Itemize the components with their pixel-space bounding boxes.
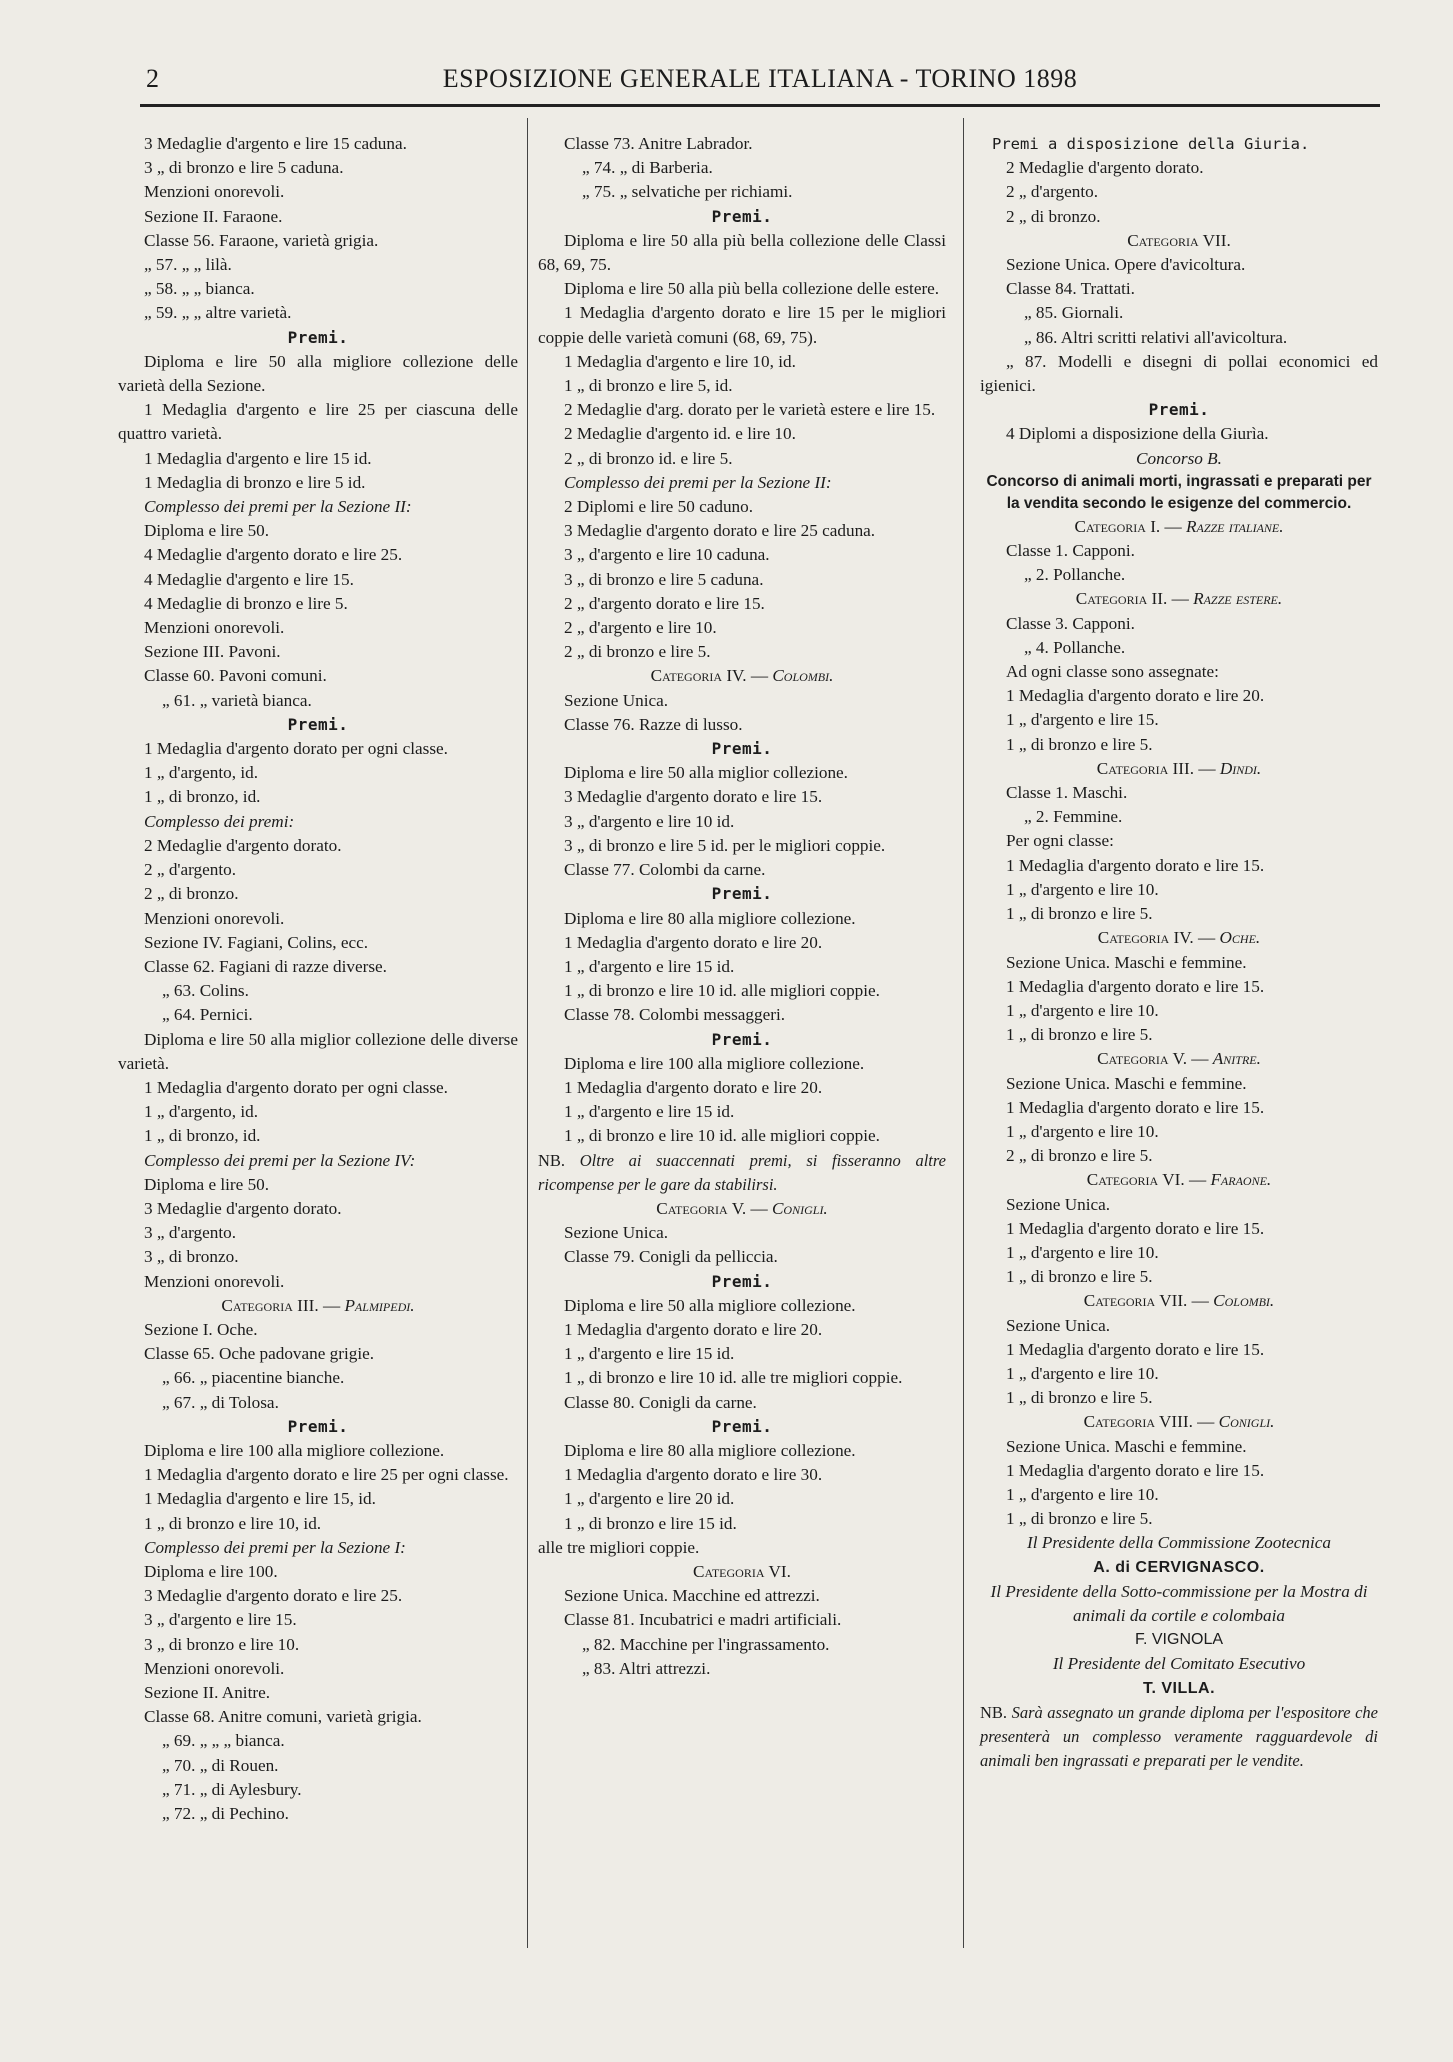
text-line: „ 86. Altri scritti relativi all'avicoltura. bbox=[1024, 327, 1288, 347]
category-heading bbox=[980, 1168, 1378, 1192]
text-line: Classe 62. Fagiani di razze diverse. bbox=[144, 956, 387, 976]
text-line: „ 2. Pollanche. bbox=[1024, 565, 1126, 585]
text-line: 1 Medaglia d'argento dorato e lire 30. bbox=[564, 1465, 823, 1485]
section-heading-premi: Premi. bbox=[287, 714, 349, 734]
signature-name: A. di CERVIGNASCO. bbox=[1093, 1558, 1265, 1576]
text-line: 4 Medaglie di bronzo e lire 5. bbox=[144, 593, 348, 613]
heading-label: NB. bbox=[980, 1702, 1012, 1722]
text-line: Classe 1. Maschi. bbox=[1006, 783, 1128, 803]
text-line: 1 Medaglia d'argento e lire 10, id. bbox=[564, 351, 796, 371]
text-line: „ 72. „ di Pechino. bbox=[162, 1804, 289, 1824]
paragraph: 2 Medaglie d'arg. dorato per le varietà estere e lire 15. bbox=[564, 400, 936, 420]
text-line: 2 „ d'argento e lire 10. bbox=[564, 618, 717, 638]
signature-role: Il Presidente del Comitato Esecutivo bbox=[1052, 1654, 1306, 1674]
text-line: 2 „ di bronzo e lire 5. bbox=[1006, 1146, 1153, 1166]
heading-italic: Dindi. bbox=[1219, 758, 1262, 778]
text-line: 1 „ di bronzo e lire 5. bbox=[1006, 734, 1153, 754]
text-line: 1 „ d'argento e lire 10. bbox=[1006, 1000, 1159, 1020]
text-line: Sezione Unica. bbox=[1006, 1315, 1111, 1335]
heading-italic: Razze estere. bbox=[1193, 589, 1283, 609]
text-line: 1 Medaglia d'argento dorato e lire 20. bbox=[564, 1319, 823, 1339]
text-line: 1 „ d'argento e lire 10. bbox=[1006, 879, 1159, 899]
text-line: „ 70. „ di Rouen. bbox=[162, 1755, 279, 1775]
text-line: 1 „ d'argento e lire 10. bbox=[1006, 1121, 1159, 1141]
text-line: Sezione II. Anitre. bbox=[144, 1683, 271, 1702]
text-line: 1 „ di bronzo e lire 5. bbox=[1006, 1025, 1153, 1045]
text-line: „ 67. „ di Tolosa. bbox=[162, 1392, 279, 1412]
text-line: 3 „ di bronzo e lire 5 caduna. bbox=[564, 569, 764, 589]
concorso-heading: Concorso B. bbox=[1136, 448, 1222, 468]
text-line: Sezione III. Pavoni. bbox=[144, 642, 281, 662]
section-heading-premi: Premi. bbox=[287, 1416, 349, 1436]
text-line: Classe 1. Capponi. bbox=[1006, 541, 1135, 561]
text-line: Menzioni onorevoli. bbox=[144, 182, 285, 202]
text-line: 1 Medaglia d'argento dorato e lire 15. bbox=[1006, 1460, 1265, 1480]
text-line: 1 „ di bronzo e lire 5. bbox=[1006, 1267, 1153, 1287]
text-line: Sezione Unica. bbox=[564, 1223, 669, 1243]
text-line: Diploma e lire 50. bbox=[144, 521, 270, 541]
text-line: „ 85. Giornali. bbox=[1024, 303, 1124, 323]
text-line: 1 „ d'argento e lire 15 id. bbox=[564, 1102, 735, 1122]
text-line: 3 Medaglie d'argento dorato e lire 15. bbox=[564, 787, 823, 807]
text-line: Diploma e lire 100. bbox=[144, 1561, 278, 1581]
text-line: 1 „ d'argento e lire 15. bbox=[1006, 710, 1159, 730]
paragraph: 1 „ di bronzo e lire 10 id. alle tre migliori coppie. bbox=[564, 1368, 903, 1388]
paragraph: 3 „ di bronzo e lire 5 id. per le migliori coppie. bbox=[564, 835, 886, 855]
section-heading-premi: Premi. bbox=[711, 206, 773, 226]
paragraph: Diploma e lire 50 alla più bella collezione delle Classi 68, 69, 75. bbox=[538, 230, 946, 275]
paragraph: Diploma e lire 50 alla miglior collezione delle diverse varietà. bbox=[118, 1029, 518, 1073]
text-line: 1 „ d'argento e lire 20 id. bbox=[564, 1489, 735, 1509]
text-line: 1 „ di bronzo, id. bbox=[144, 1126, 261, 1146]
text-line: 3 Medaglie d'argento dorato e lire 25. bbox=[144, 1586, 403, 1606]
heading-italic: Oche. bbox=[1219, 928, 1261, 948]
text-line: Classe 78. Colombi messaggeri. bbox=[564, 1005, 786, 1025]
text-line: Menzioni onorevoli. bbox=[144, 618, 285, 638]
text-line: Classe 77. Colombi da carne. bbox=[564, 860, 766, 880]
text-line: „ 74. „ di Barberia. bbox=[582, 158, 713, 178]
section-heading-premi: Premi. bbox=[711, 884, 773, 904]
text-line: 3 „ di bronzo. bbox=[144, 1247, 239, 1267]
section-heading-premi: Premi. bbox=[711, 1416, 773, 1436]
text-line: „ 58. „ „ bianca. bbox=[144, 279, 255, 299]
text-line: 2 „ di bronzo. bbox=[1006, 206, 1101, 226]
text-line: Classe 81. Incubatrici e madri artificiali. bbox=[564, 1610, 842, 1630]
text-line: 1 „ d'argento e lire 15 id. bbox=[564, 1344, 735, 1364]
text-line: 1 „ d'argento, id. bbox=[144, 1102, 258, 1122]
section-heading-premi: Premi. bbox=[287, 327, 349, 347]
text-line: 3 Medaglie d'argento dorato e lire 25 caduna. bbox=[564, 521, 876, 541]
text-line: Classe 65. Oche padovane grigie. bbox=[144, 1344, 375, 1364]
category-heading bbox=[980, 1410, 1378, 1434]
text-line: 1 „ di bronzo e lire 10, id. bbox=[144, 1513, 322, 1533]
nota-bene bbox=[980, 1701, 1378, 1774]
text-line: „ 4. Pollanche. bbox=[1024, 637, 1126, 657]
heading-italic: Oltre ai suaccennati premi, si fisseranno altre ricompense per le gare da stabilirsi. bbox=[538, 1150, 946, 1194]
heading-italic: Anitre. bbox=[1212, 1049, 1261, 1069]
text-line: Diploma e lire 100 alla migliore collezione. bbox=[144, 1440, 445, 1460]
heading-label: Categoria VII. bbox=[1127, 230, 1231, 250]
paragraph: 1 „ di bronzo e lire 10 id. alle migliori coppie. bbox=[564, 1126, 880, 1146]
category-heading bbox=[538, 1197, 946, 1221]
text-line: Diploma e lire 100 alla migliore collezione. bbox=[564, 1053, 865, 1073]
text-line: Classe 79. Conigli da pelliccia. bbox=[564, 1247, 778, 1267]
text-line: Sezione Unica. bbox=[1006, 1194, 1111, 1214]
text-line: alle tre migliori coppie. bbox=[538, 1537, 700, 1557]
heading-label: Categoria II. — bbox=[1075, 589, 1194, 609]
text-line: 1 „ d'argento e lire 10. bbox=[1006, 1242, 1159, 1262]
paragraph: „ 87. Modelli e disegni di pollai economici ed igienici. bbox=[980, 351, 1378, 396]
signature-role: Il Presidente della Commissione Zootecnica bbox=[1027, 1533, 1331, 1553]
text-line: Sezione Unica. Maschi e femmine. bbox=[1006, 1436, 1247, 1456]
text-line: 1 Medaglia d'argento dorato e lire 20. bbox=[564, 932, 823, 952]
category-heading bbox=[980, 1047, 1378, 1071]
text-line: Diploma e lire 80 alla migliore collezione. bbox=[564, 908, 856, 928]
text-line: 3 „ d'argento. bbox=[144, 1223, 237, 1243]
heading-italic: Colombi. bbox=[772, 666, 834, 686]
heading-label: Categoria IV. — bbox=[1097, 928, 1220, 948]
text-line: 1 „ d'argento e lire 15 id. bbox=[564, 956, 735, 976]
text-line: Diploma e lire 50 alla miglior collezione. bbox=[564, 763, 848, 783]
text-line: 2 Diplomi e lire 50 caduno. bbox=[564, 497, 754, 517]
text-line: 1 Medaglia d'argento dorato e lire 15. bbox=[1006, 1097, 1265, 1117]
text-line: 2 Medaglie d'argento dorato. bbox=[144, 835, 342, 855]
text-line: Diploma e lire 80 alla migliore collezione. bbox=[564, 1440, 856, 1460]
text-line: „ 82. Macchine per l'ingrassamento. bbox=[582, 1634, 830, 1654]
text-line: 3 „ di bronzo e lire 10. bbox=[144, 1634, 300, 1654]
text-line: 2 „ d'argento. bbox=[1006, 182, 1099, 202]
text-line: 1 Medaglia d'argento dorato per ogni classe. bbox=[144, 1077, 448, 1097]
heading-label: Categoria I. — bbox=[1074, 516, 1186, 536]
column-divider bbox=[963, 118, 964, 1948]
category-heading bbox=[538, 1560, 946, 1584]
paragraph: 1 Medaglia d'argento e lire 25 per ciascuna delle quattro varietà. bbox=[118, 400, 518, 444]
text-line: Sezione Unica. Macchine ed attrezzi. bbox=[564, 1586, 820, 1606]
paragraph: Diploma e lire 50 alla migliore collezione delle varietà della Sezione. bbox=[118, 351, 518, 396]
text-line: „ 75. „ selvatiche per richiami. bbox=[582, 182, 793, 202]
text-line: 3 „ di bronzo e lire 5 caduna. bbox=[144, 158, 344, 178]
text-line: 3 „ d'argento e lire 15. bbox=[144, 1610, 297, 1630]
text-column-3 bbox=[980, 132, 1378, 1773]
heading-label: Categoria III. — bbox=[221, 1295, 345, 1315]
text-line: 2 „ d'argento. bbox=[144, 860, 237, 880]
heading-italic: Colombi. bbox=[1213, 1291, 1275, 1311]
text-line: Diploma e lire 50 alla migliore collezione. bbox=[564, 1295, 856, 1315]
concorso-description: Concorso di animali morti, ingrassati e preparati per la vendita secondo le esigenze del commercio. bbox=[986, 472, 1372, 512]
heading-italic: Razze italiane. bbox=[1186, 516, 1284, 536]
text-line: „ 64. Pernici. bbox=[162, 1005, 253, 1025]
text-line: „ 83. Altri attrezzi. bbox=[582, 1658, 711, 1678]
text-line: Ad ogni classe sono assegnate: bbox=[1006, 662, 1219, 682]
text-line: 1 „ di bronzo e lire 5. bbox=[1006, 1509, 1153, 1529]
text-line: Menzioni onorevoli. bbox=[144, 908, 285, 928]
category-heading bbox=[980, 926, 1378, 950]
text-line: 2 „ di bronzo. bbox=[144, 884, 239, 904]
heading-label: NB. bbox=[538, 1150, 580, 1170]
section-heading-premi: Premi. bbox=[711, 739, 773, 759]
summary-heading: Complesso dei premi per la Sezione I: bbox=[144, 1537, 406, 1557]
text-line: 1 „ di bronzo, id. bbox=[144, 787, 261, 807]
category-heading bbox=[118, 1294, 518, 1318]
text-line: Classe 3. Capponi. bbox=[1006, 613, 1135, 633]
text-line: Sezione Unica. Opere d'avicoltura. bbox=[1006, 255, 1246, 275]
column-divider bbox=[527, 118, 528, 1948]
heading-label: Categoria VII. — bbox=[1083, 1291, 1214, 1311]
text-line: Sezione II. Faraone. bbox=[144, 206, 283, 226]
category-heading bbox=[980, 229, 1378, 253]
text-line: 1 Medaglia d'argento dorato e lire 20. bbox=[564, 1077, 823, 1097]
section-heading-premi: Premi. bbox=[711, 1029, 773, 1049]
text-line: 4 Medaglie d'argento dorato e lire 25. bbox=[144, 545, 403, 565]
text-line: Classe 84. Trattati. bbox=[1006, 279, 1135, 299]
summary-heading: Complesso dei premi per la Sezione II: bbox=[564, 472, 832, 492]
text-line: „ 59. „ „ altre varietà. bbox=[144, 303, 292, 323]
text-line: 1 „ di bronzo e lire 5. bbox=[1006, 1388, 1153, 1408]
heading-italic: Palmipedi. bbox=[344, 1295, 415, 1315]
section-heading-premi: Premi. bbox=[711, 1271, 773, 1291]
text-line: „ 63. Colins. bbox=[162, 981, 249, 1001]
text-line: Sezione I. Oche. bbox=[144, 1319, 258, 1339]
heading-italic: Conigli. bbox=[771, 1198, 828, 1218]
text-line: 3 „ d'argento e lire 10 caduna. bbox=[564, 545, 770, 565]
heading-label: Categoria VIII. — bbox=[1083, 1412, 1219, 1432]
category-heading bbox=[538, 664, 946, 688]
heading-label: Categoria V. — bbox=[656, 1198, 772, 1218]
text-line: 4 Medaglie d'argento e lire 15. bbox=[144, 569, 354, 589]
text-line: „ 66. „ piacentine bianche. bbox=[162, 1368, 345, 1388]
text-line: 1 Medaglia d'argento dorato e lire 15. bbox=[1006, 1218, 1265, 1238]
signature-role: Il Presidente della Sotto-commissione per la Mostra di animali da cortile e colombaia bbox=[990, 1581, 1368, 1625]
text-line: Classe 56. Faraone, varietà grigia. bbox=[144, 230, 379, 250]
text-line: Diploma e lire 50. bbox=[144, 1174, 270, 1194]
text-line: 2 „ d'argento dorato e lire 15. bbox=[564, 593, 765, 613]
text-line: Sezione Unica. bbox=[564, 690, 669, 710]
text-line: 4 Diplomi a disposizione della Giurìa. bbox=[1006, 424, 1269, 444]
text-line: Classe 73. Anitre Labrador. bbox=[564, 134, 753, 153]
text-line: Per ogni classe: bbox=[1006, 831, 1114, 851]
text-line: 1 Medaglia d'argento dorato e lire 15. bbox=[1006, 976, 1265, 996]
text-line: 1 „ di bronzo e lire 15 id. bbox=[564, 1513, 737, 1533]
text-line: 2 „ di bronzo id. e lire 5. bbox=[564, 448, 733, 468]
text-line: 1 Medaglia d'argento dorato per ogni classe. bbox=[144, 739, 448, 759]
text-line: 3 Medaglie d'argento e lire 15 caduna. bbox=[144, 134, 407, 153]
heading-italic: Sarà assegnato un grande diploma per l'espositore che presenterà un complesso veramente ragguardevole di animali ben ingrassati e preparati per le vendite. bbox=[980, 1702, 1378, 1771]
section-heading-premi: Premi. bbox=[1148, 400, 1210, 420]
text-line: „ 71. „ di Aylesbury. bbox=[162, 1779, 302, 1799]
text-line: 2 Medaglie d'argento id. e lire 10. bbox=[564, 424, 796, 444]
heading-label: Categoria VI. bbox=[693, 1561, 791, 1581]
section-heading: Premi a disposizione della Giuria. bbox=[992, 135, 1310, 153]
heading-label: Categoria III. — bbox=[1096, 758, 1220, 778]
text-line: Classe 60. Pavoni comuni. bbox=[144, 666, 327, 686]
text-line: Sezione Unica. Maschi e femmine. bbox=[1006, 952, 1247, 972]
text-line: „ 69. „ „ „ bianca. bbox=[162, 1731, 285, 1751]
text-line: 1 „ di bronzo e lire 5. bbox=[1006, 904, 1153, 924]
text-line: 1 Medaglia d'argento e lire 15, id. bbox=[144, 1489, 376, 1509]
heading-italic: Conigli. bbox=[1218, 1412, 1275, 1432]
category-heading bbox=[980, 757, 1378, 781]
text-line: „ 57. „ „ lilà. bbox=[144, 255, 232, 275]
text-line: 1 „ di bronzo e lire 5, id. bbox=[564, 376, 733, 396]
text-line: Classe 68. Anitre comuni, varietà grigia. bbox=[144, 1707, 422, 1727]
text-line: 1 „ d'argento e lire 10. bbox=[1006, 1484, 1159, 1504]
category-heading bbox=[980, 1289, 1378, 1313]
text-line: Menzioni onorevoli. bbox=[144, 1271, 285, 1291]
text-line: Classe 80. Conigli da carne. bbox=[564, 1392, 757, 1412]
category-heading bbox=[980, 515, 1378, 539]
text-line: 3 Medaglie d'argento dorato. bbox=[144, 1198, 342, 1218]
paragraph: 1 Medaglia d'argento dorato e lire 15 per le migliori coppie delle varietà comuni (68, 69, 75). bbox=[538, 303, 946, 347]
text-line: 2 Medaglie d'argento dorato. bbox=[1006, 158, 1204, 178]
text-column-1 bbox=[118, 132, 518, 1826]
paragraph: 1 „ di bronzo e lire 10 id. alle migliori coppie. bbox=[564, 981, 880, 1001]
paragraph: 1 Medaglia d'argento dorato e lire 25 per ogni classe. bbox=[144, 1465, 509, 1485]
text-line: „ 2. Femmine. bbox=[1024, 807, 1123, 827]
text-line: Menzioni onorevoli. bbox=[144, 1658, 285, 1678]
heading-label: Categoria VI. — bbox=[1086, 1170, 1211, 1190]
page-title: ESPOSIZIONE GENERALE ITALIANA - TORINO 1898 bbox=[442, 64, 1078, 93]
text-line: „ 61. „ varietà bianca. bbox=[162, 690, 312, 710]
text-line: 1 Medaglia d'argento dorato e lire 15. bbox=[1006, 855, 1265, 875]
page-number: 2 bbox=[146, 64, 159, 93]
heading-label: Categoria IV. — bbox=[650, 666, 773, 686]
category-heading bbox=[980, 587, 1378, 611]
text-line: 1 „ d'argento, id. bbox=[144, 763, 258, 783]
nota-bene bbox=[538, 1149, 946, 1197]
summary-heading: Complesso dei premi per la Sezione II: bbox=[144, 497, 412, 517]
text-line: 1 „ d'argento e lire 10. bbox=[1006, 1363, 1159, 1383]
text-line: 1 Medaglia d'argento dorato e lire 15. bbox=[1006, 1339, 1265, 1359]
page-header bbox=[140, 60, 1380, 107]
signature-name: F. VIGNOLA bbox=[1134, 1631, 1224, 1649]
text-line: 1 Medaglia d'argento e lire 15 id. bbox=[144, 448, 372, 468]
text-line: Sezione Unica. Maschi e femmine. bbox=[1006, 1073, 1247, 1093]
heading-label: Categoria V. — bbox=[1097, 1049, 1213, 1069]
text-line: 2 „ di bronzo e lire 5. bbox=[564, 642, 711, 662]
text-line: 3 „ d'argento e lire 10 id. bbox=[564, 811, 735, 831]
text-line: Sezione IV. Fagiani, Colins, ecc. bbox=[144, 932, 369, 952]
text-line: Classe 76. Razze di lusso. bbox=[564, 714, 743, 734]
summary-heading: Complesso dei premi per la Sezione IV: bbox=[144, 1150, 416, 1170]
heading-italic: Faraone. bbox=[1210, 1170, 1272, 1190]
summary-heading: Complesso dei premi: bbox=[144, 811, 295, 831]
text-column-2 bbox=[538, 132, 946, 1681]
text-line: 1 Medaglia di bronzo e lire 5 id. bbox=[144, 472, 366, 492]
text-line: 1 Medaglia d'argento dorato e lire 20. bbox=[1006, 686, 1265, 706]
signature-name: T. VILLA. bbox=[1142, 1679, 1216, 1697]
paragraph: Diploma e lire 50 alla più bella collezione delle estere. bbox=[564, 279, 940, 299]
